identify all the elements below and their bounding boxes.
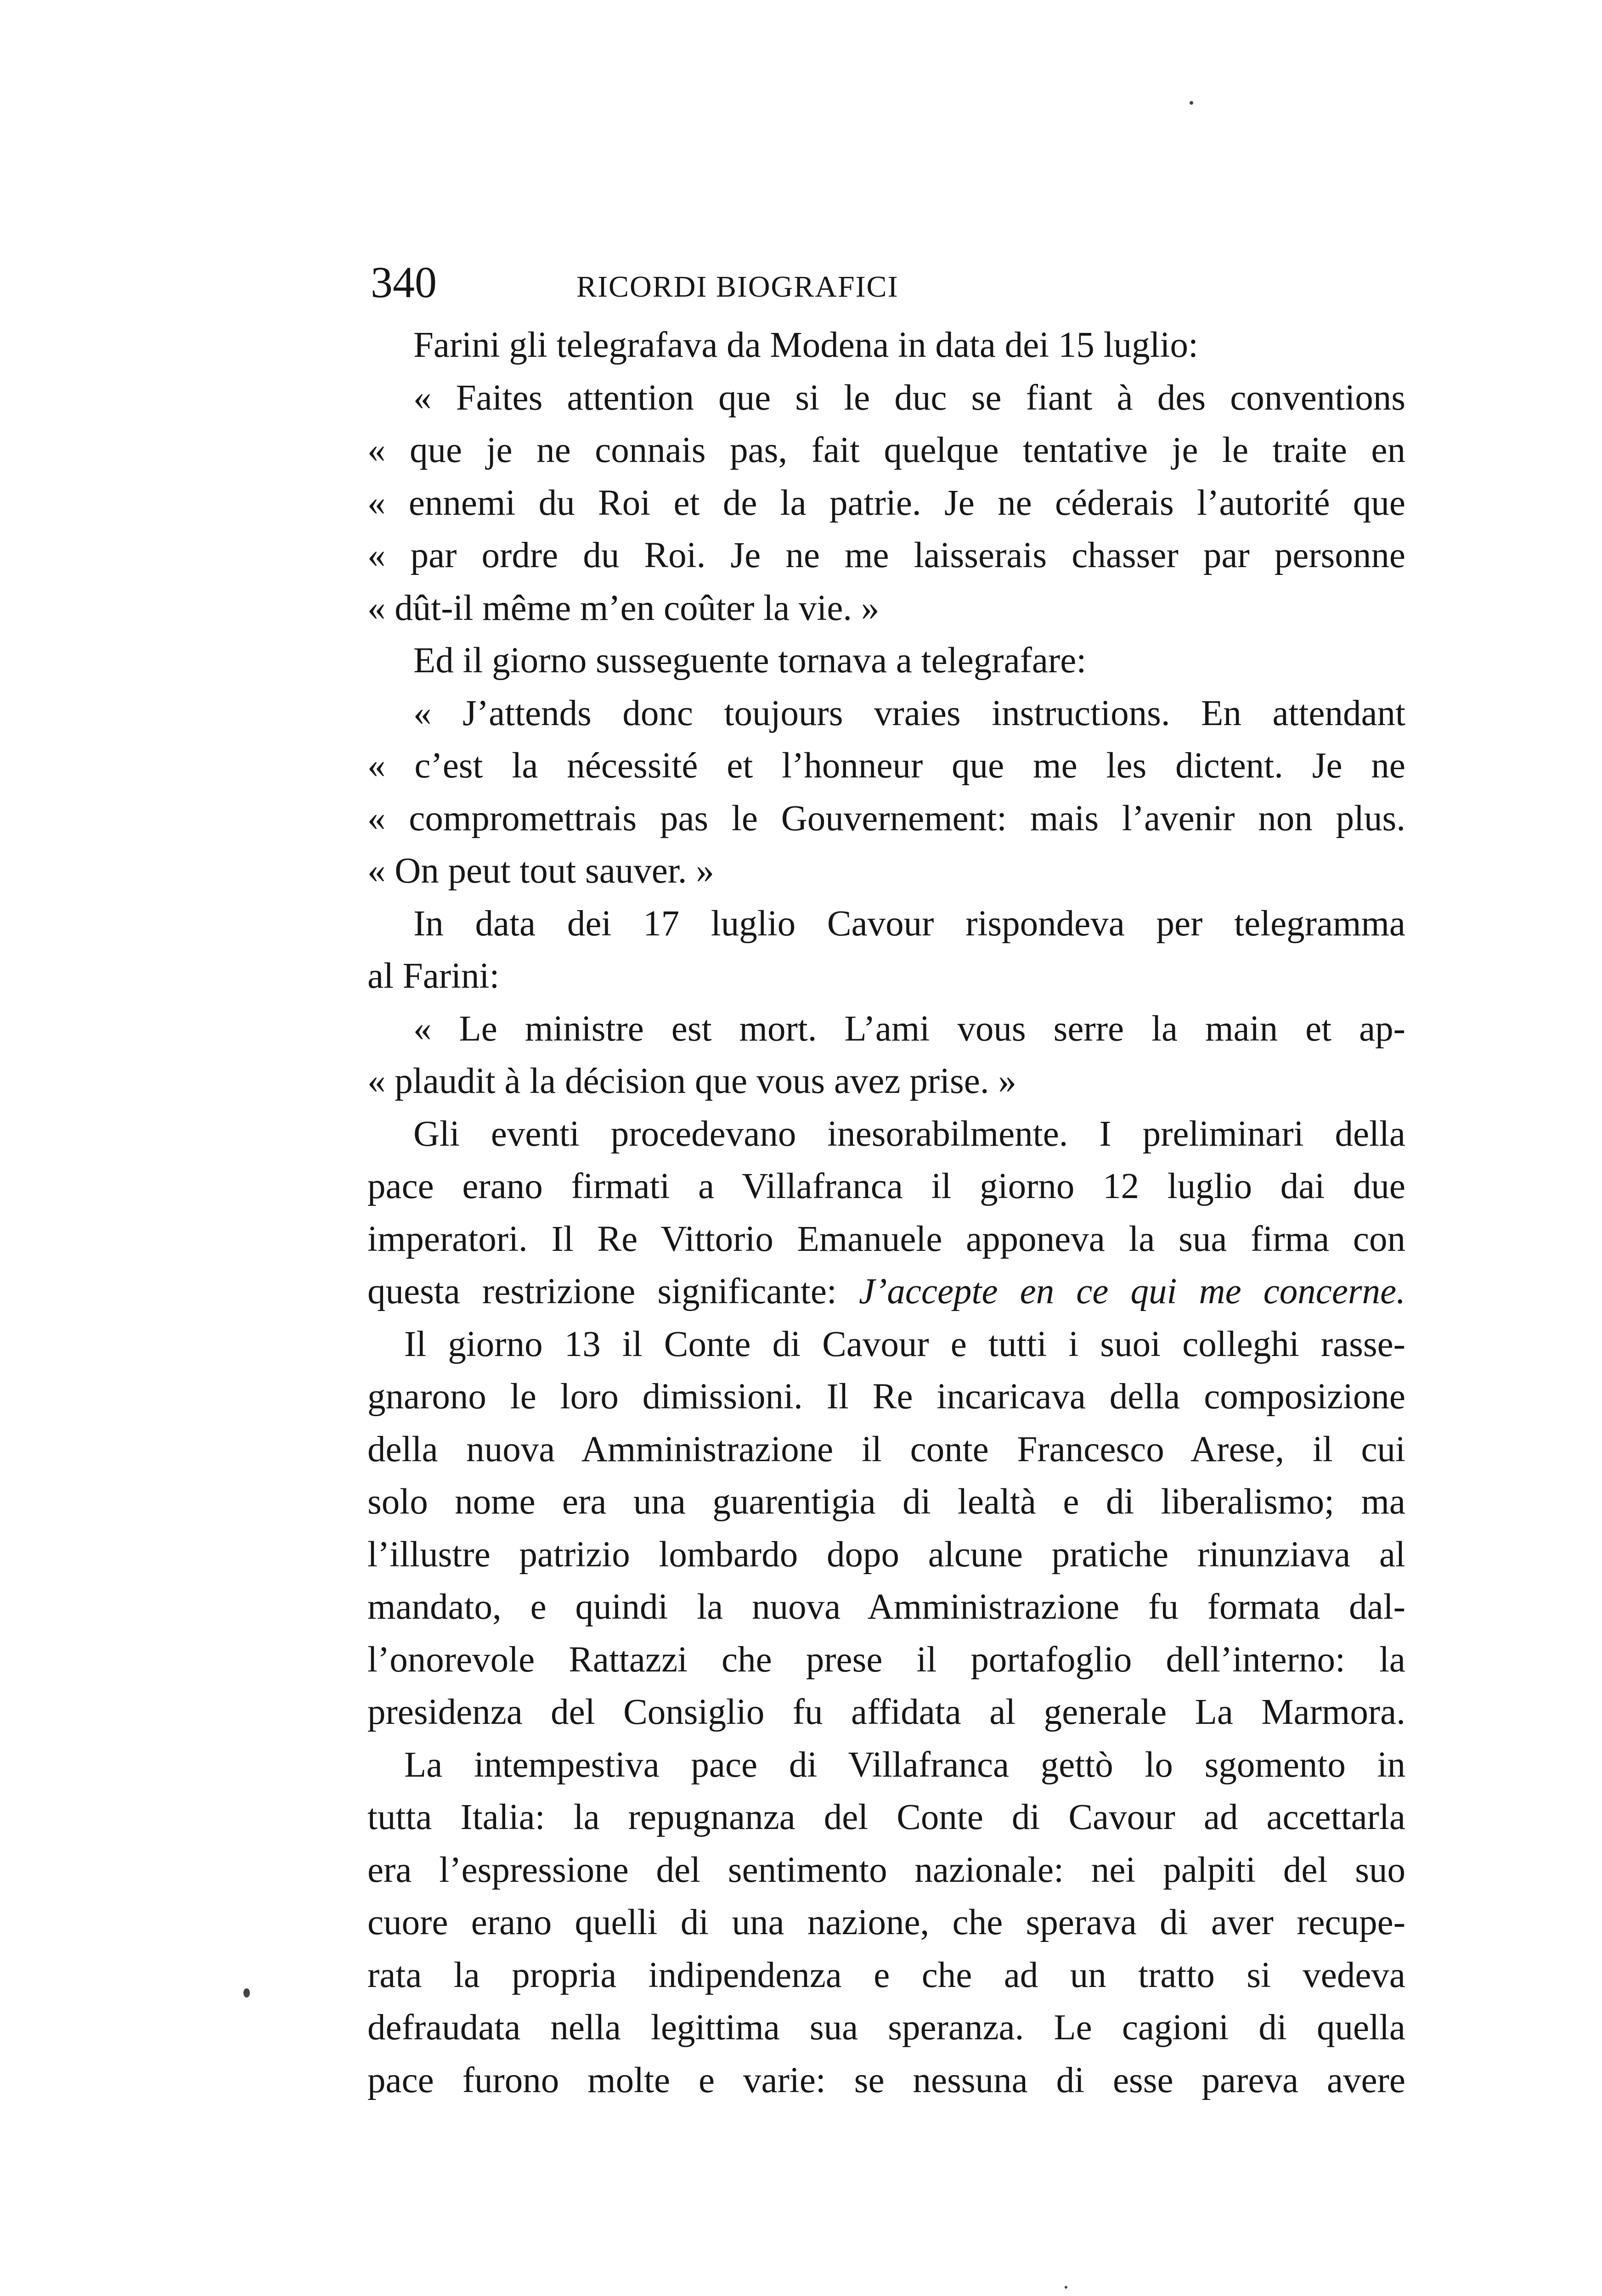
line-text: solo nome era una guarentigia di lealtà e di liberalismo; ma [367,1482,1405,1522]
line-text: « dût-il même m’en coûter la vie. » [367,588,880,628]
text-line [367,1371,1405,1424]
text-line [367,635,1405,687]
text-line [367,1160,1405,1213]
text-line [367,1108,1405,1161]
text-line [367,1318,1405,1371]
text-line [367,372,1405,425]
text-line [367,1213,1405,1266]
page-number: 340 [371,258,437,307]
text-line [367,687,1405,740]
text-line [367,1844,1405,1897]
text-line [367,424,1405,477]
text-line [367,1581,1405,1634]
line-text: gnarono le loro dimissioni. Il Re incaricava della composizione [367,1377,1405,1417]
line-text: « Le ministre est mort. L’ami vous serre la main et ap- [413,1008,1405,1049]
line-text: cuore erano quelli di una nazione, che sperava di aver recupe- [367,1902,1405,1942]
text-line [367,582,1405,635]
line-text: « par ordre du Roi. Je ne me laisserais chasser par personne [367,535,1405,575]
line-text: al Farini: [367,956,500,996]
text-line [367,1529,1405,1581]
text-line [367,898,1405,951]
line-text: questa restrizione significante: [367,1272,859,1311]
text-line [367,1476,1405,1529]
print-speck [243,1988,250,1998]
line-text: mandato, e quindi la nuova Amministrazione fu formata dal- [367,1587,1405,1627]
body-text [367,319,1405,2107]
line-text: imperatori. Il Re Vittorio Emanuele apponeva la sua firma con [367,1219,1405,1259]
text-line [367,950,1405,1003]
line-text: rata la propria indipendenza e che ad un tratto si vedeva [367,1955,1405,1995]
text-line [367,1634,1405,1687]
line-text: « compromettrais pas le Gouvernement: mais l’avenir non plus. [367,798,1405,838]
text-line [367,529,1405,582]
line-text: « plaudit à la décision que vous avez prise. » [367,1061,1016,1101]
line-text: « Faites attention que si le duc se fiant à des conventions [413,377,1405,418]
text-line [367,2054,1405,2107]
line-text: La intempestiva pace di Villafranca gettò lo sgomento in [404,1745,1405,1785]
print-speck [1065,2286,1067,2289]
line-text: pace erano firmati a Villafranca il giorno 12 luglio dai due [367,1166,1405,1206]
line-text: defraudata nella legittima sua speranza. Le cagioni di quella [367,2008,1405,2048]
line-text: tutta Italia: la repugnanza del Conte di Cavour ad accettarla [367,1797,1405,1837]
text-line [367,319,1405,372]
text-line [367,1424,1405,1476]
line-text: della nuova Amministrazione il conte Francesco Arese, il cui [367,1429,1405,1469]
text-line [367,1055,1405,1108]
text-line [367,845,1405,898]
text-line [367,2002,1405,2054]
line-text: Farini gli telegrafava da Modena in data dei 15 luglio: [413,325,1198,365]
line-text: Gli eventi procedevano inesorabilmente. I preliminari della [413,1114,1405,1154]
line-text: era l’espressione del sentimento nazionale: nei palpiti del suo [367,1850,1405,1890]
line-text: pace furono molte e varie: se nessuna di esse pareva avere [367,2060,1405,2100]
line-text: « On peut tout sauver. » [367,851,714,891]
text-line [367,1739,1405,1792]
line-text: « c’est la nécessité et l’honneur que me les dictent. Je ne [367,746,1405,786]
text-line [367,1949,1405,2002]
text-line [367,1896,1405,1949]
running-title: RICORDI BIOGRAFICI [576,270,899,304]
text-line [367,1003,1405,1056]
text-line [367,793,1405,845]
text-line [367,740,1405,793]
line-text: l’illustre patrizio lombardo dopo alcune pratiche rinunziava al [367,1534,1405,1575]
line-text: « J’attends donc toujours vraies instructions. En attendant [413,693,1405,733]
line-text: Ed il giorno susseguente tornava a telegrafare: [413,641,1087,681]
line-text: In data dei 17 luglio Cavour rispondeva per telegramma [413,903,1405,944]
text-line [367,1266,1405,1318]
line-text: « ennemi du Roi et de la patrie. Je ne céderais l’autorité que [367,483,1405,523]
line-text: presidenza del Consiglio fu affidata al generale La Marmora. [367,1692,1405,1732]
line-text: « que je ne connais pas, fait quelque tentative je le traite en [367,430,1405,470]
text-line [367,1686,1405,1739]
line-text: l’onorevole Rattazzi che prese il portafoglio dell’interno: la [367,1639,1405,1680]
line-text: Il giorno 13 il Conte di Cavour e tutti i suoi colleghi rasse- [404,1324,1405,1364]
text-line [367,1791,1405,1844]
text-line [367,477,1405,530]
italic-quote: J’accepte en ce qui me concerne. [858,1272,1405,1311]
print-speck [1190,101,1193,105]
